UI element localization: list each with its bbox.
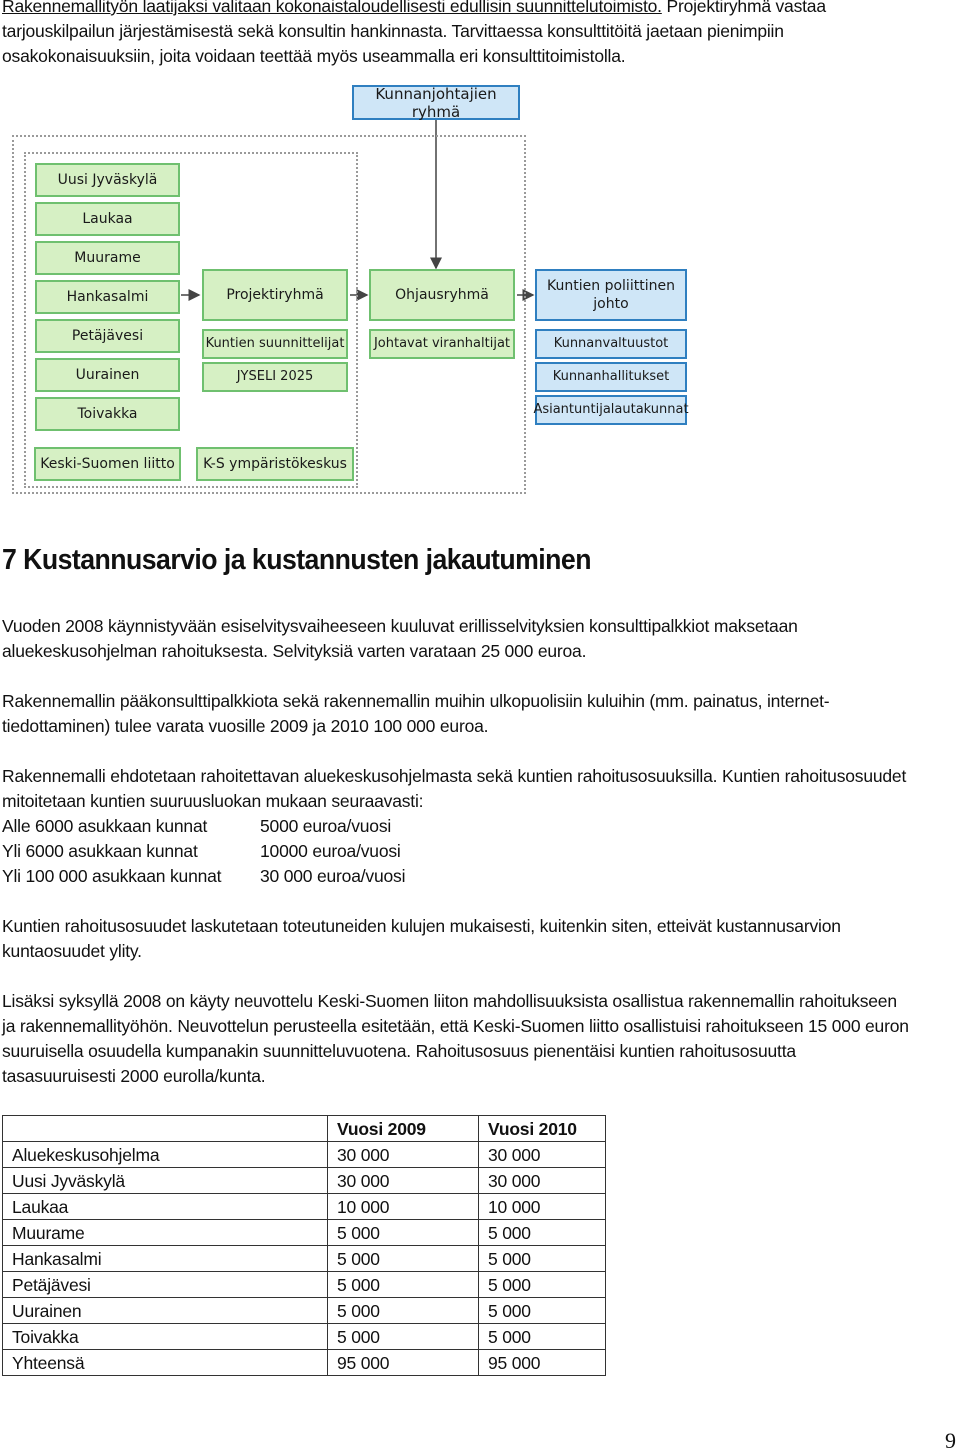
paragraph-line: kuntaosuudet ylity. [2, 941, 142, 961]
table-cell: 5 000 [479, 1272, 606, 1298]
org-bottom-box: K-S ympäristökeskus [196, 447, 354, 481]
section-heading: 7 Kustannusarvio ja kustannusten jakautuminen [2, 544, 591, 576]
table-header-cell: Vuosi 2010 [479, 1116, 606, 1142]
table-cell: 30 000 [328, 1168, 479, 1194]
rate-value: 30 000 euroa/vuosi [260, 866, 406, 886]
table-cell: Uurainen [3, 1298, 328, 1324]
table-cell: 5 000 [328, 1220, 479, 1246]
org-projektiryhma-sub-box: Kuntien suunnittelijat [202, 329, 348, 359]
org-political-line-1: Kuntien poliittinen [547, 278, 675, 294]
org-muni-box: Laukaa [35, 202, 180, 236]
table-cell: 5 000 [479, 1220, 606, 1246]
table-body [3, 1142, 606, 1376]
org-muni-box: Uusi Jyväskylä [35, 163, 180, 197]
table-cell: Yhteensä [3, 1350, 328, 1376]
rate-row [2, 864, 405, 889]
paragraph-line: suuruisella osuudella kumpanakin suunnitteluvuotena. Rahoitusosuus pienentäisi kuntien rahoitusosuutta [2, 1041, 796, 1061]
table-cell: Laukaa [3, 1194, 328, 1220]
rate-label: Yli 100 000 asukkaan kunnat [2, 866, 222, 886]
table-row [3, 1324, 606, 1350]
paragraph-line: aluekeskusohjelman rahoituksesta. Selvityksiä varten varataan 25 000 euroa. [2, 641, 587, 661]
org-muni-box: Toivakka [35, 397, 180, 431]
table-row [3, 1350, 606, 1376]
table-cell: Uusi Jyväskylä [3, 1168, 328, 1194]
table-cell: Aluekeskusohjelma [3, 1142, 328, 1168]
org-political-sub-box: Asiantuntijalautakunnat [535, 395, 687, 425]
table-cell: 5 000 [479, 1246, 606, 1272]
table-row [3, 1220, 606, 1246]
table-cell: Petäjävesi [3, 1272, 328, 1298]
table-row [3, 1168, 606, 1194]
org-muni-box: Uurainen [35, 358, 180, 392]
rate-label: Yli 6000 asukkaan kunnat [2, 841, 198, 861]
org-political-sub-box: Kunnanhallitukset [535, 362, 687, 392]
paragraph-line: tasasuuruisesti 2000 eurolla/kunta. [2, 1066, 266, 1086]
paragraph-line: tiedottaminen) tulee varata vuosille 2009 ja 2010 100 000 euroa. [2, 716, 489, 736]
table-cell: 5 000 [328, 1246, 479, 1272]
table-cell: Hankasalmi [3, 1246, 328, 1272]
intro-line-1-rest: Projektiryhmä vastaa [661, 0, 826, 16]
org-political-sub-box: Kunnanvaltuustot [535, 329, 687, 359]
page-number: 9 [945, 1428, 956, 1453]
table-row [3, 1298, 606, 1324]
paragraph-line: Lisäksi syksyllä 2008 on käyty neuvottelu Keski-Suomen liiton mahdollisuuksista osallistua rakennemallin rahoitukseen [2, 991, 897, 1011]
table-cell: 5 000 [328, 1324, 479, 1350]
table-cell: 5 000 [328, 1272, 479, 1298]
table-header-row [3, 1116, 606, 1142]
intro-line-2: tarjouskilpailun järjestämisestä sekä konsultin hankinnasta. Tarvittaessa konsulttitöitä jaetaan pienimpiin [2, 21, 784, 41]
table-row [3, 1246, 606, 1272]
intro-line-3: osakokonaisuuksiin, joita voidaan teettää myös useammalla eri konsulttitoimistolla. [2, 46, 626, 66]
paragraph-line: Rakennemalli ehdotetaan rahoitettavan aluekeskusohjelmasta sekä kuntien rahoitusosuuksilla. Kuntien rahoitusosuudet [2, 766, 907, 786]
org-bottom-box: Keski-Suomen liitto [34, 447, 181, 481]
org-political-box [535, 269, 687, 321]
rate-value: 5000 euroa/vuosi [260, 816, 392, 836]
table-cell: 10 000 [328, 1194, 479, 1220]
table-cell: 30 000 [479, 1168, 606, 1194]
org-muni-box: Petäjävesi [35, 319, 180, 353]
table-cell: 5 000 [479, 1324, 606, 1350]
org-projektiryhma-box: Projektiryhmä [202, 269, 348, 321]
intro-underlined-text: Rakennemallityön laatijaksi valitaan kokonaistaloudellisesti edullisin suunnittelutoimisto. [2, 0, 662, 16]
table-row [3, 1142, 606, 1168]
table-cell: 5 000 [328, 1298, 479, 1324]
paragraph-line: Kuntien rahoitusosuudet laskutetaan toteutuneiden kulujen mukaisesti, kuitenkin siten, etteivät kustannusarvion [2, 916, 841, 936]
org-muni-box: Muurame [35, 241, 180, 275]
rate-row [2, 839, 401, 864]
paragraph-line: ja rakennemallityöhön. Neuvottelun perusteella esitetään, että Keski-Suomen liitto osallistuisi rahoitukseen 15 000 euron [2, 1016, 909, 1036]
table-header-cell [3, 1116, 328, 1142]
org-ohjausryhma-box: Ohjausryhmä [369, 269, 515, 321]
table-cell: Muurame [3, 1220, 328, 1246]
paragraph-line: Rakennemallin pääkonsulttipalkkiota sekä rakennemallin muihin ulkopuolisiin kuluihin (mm. painatus, internet- [2, 691, 830, 711]
rate-value: 10000 euroa/vuosi [260, 841, 401, 861]
table-row [3, 1194, 606, 1220]
table-cell: 30 000 [479, 1142, 606, 1168]
org-muni-box: Hankasalmi [35, 280, 180, 314]
org-top-group-box: Kunnanjohtajien ryhmä [352, 85, 520, 120]
org-ohjausryhma-sub-box: Johtavat viranhaltijat [369, 329, 515, 359]
rate-row [2, 814, 391, 839]
table-cell: 5 000 [479, 1298, 606, 1324]
org-projektiryhma-sub-box: JYSELI 2025 [202, 362, 348, 392]
rate-label: Alle 6000 asukkaan kunnat [2, 816, 208, 836]
funding-table [2, 1115, 606, 1376]
paragraph-line: mitoitetaan kuntien suuruusluokan mukaan seuraavasti: [2, 791, 424, 811]
table-cell: 95 000 [479, 1350, 606, 1376]
org-political-line-2: johto [593, 296, 629, 312]
table-header-cell: Vuosi 2009 [328, 1116, 479, 1142]
table-cell: 10 000 [479, 1194, 606, 1220]
table-cell: 95 000 [328, 1350, 479, 1376]
table-cell: Toivakka [3, 1324, 328, 1350]
table-row [3, 1272, 606, 1298]
table-cell: 30 000 [328, 1142, 479, 1168]
paragraph-line: Vuoden 2008 käynnistyvään esiselvitysvaiheeseen kuuluvat erillisselvityksien konsulttipalkkiot maksetaan [2, 616, 798, 636]
